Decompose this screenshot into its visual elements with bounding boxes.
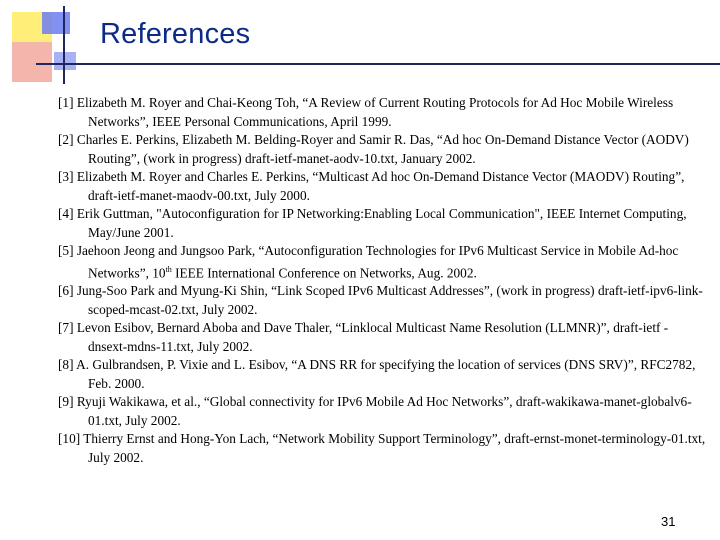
title-underline <box>36 63 720 65</box>
reference-item: [3] Elizabeth M. Royer and Charles E. Perkins, “Multicast Ad hoc On-Demand Distance Vector (MAODV) Routing”, draft-ietf-manet-maodv-00.txt, July 2000. <box>58 169 685 203</box>
reference-item: [2] Charles E. Perkins, Elizabeth M. Belding-Royer and Samir R. Das, “Ad hoc On-Demand Distance Vector (AODV) Routing”, (work in progress) draft-ietf-manet-aodv-10.txt, January 2002. <box>58 132 689 166</box>
reference-item: [4] Erik Guttman, "Autoconfiguration for IP Networking:Enabling Local Communication", IEEE Internet Computing, May/June 2001. <box>58 206 687 240</box>
reference-item: [1] Elizabeth M. Royer and Chai-Keong Toh, “A Review of Current Routing Protocols for Ad Hoc Mobile Wireless Networks”, IEEE Personal Communications, April 1999. <box>58 95 674 129</box>
reference-item: [7] Levon Esibov, Bernard Aboba and Dave Thaler, “Linklocal Multicast Name Resolution (LLMNR)”, draft-ietf -dnsext-mdns-11.txt, July 2002. <box>58 320 669 354</box>
decor-pink-square <box>12 42 52 82</box>
reference-item: [10] Thierry Ernst and Hong-Yon Lach, “Network Mobility Support Terminology”, draft-ernst-monet-terminology-01.txt, July 2002. <box>58 431 706 465</box>
reference-item: [9] Ryuji Wakikawa, et al., “Global connectivity for IPv6 Mobile Ad Hoc Networks”, draft-wakikawa-manet-globalv6-01.txt, July 2002. <box>58 394 692 428</box>
decor-vertical-line <box>63 6 65 84</box>
decor-blue-square <box>42 12 70 34</box>
page-number: 31 <box>661 514 676 529</box>
reference-item: [5] Jaehoon Jeong and Jungsoo Park, “Autoconfiguration Technologies for IPv6 Multicast Service in Mobile Ad-hoc Networks”, 10th IEEE International Conference on Networks, Aug. 2002. <box>58 243 679 280</box>
reference-list <box>58 94 706 467</box>
reference-item: [6] Jung-Soo Park and Myung-Ki Shin, “Link Scoped IPv6 Multicast Addresses”, (work in progress) draft-ietf-ipv6-link-scoped-mcast-02.txt, July 2002. <box>58 283 703 317</box>
decor-blue-square-small <box>54 52 76 70</box>
reference-item: [8] A. Gulbrandsen, P. Vixie and L. Esibov, “A DNS RR for specifying the location of services (DNS SRV)”, RFC2782, Feb. 2000. <box>58 357 696 391</box>
page-title: References <box>100 18 251 50</box>
